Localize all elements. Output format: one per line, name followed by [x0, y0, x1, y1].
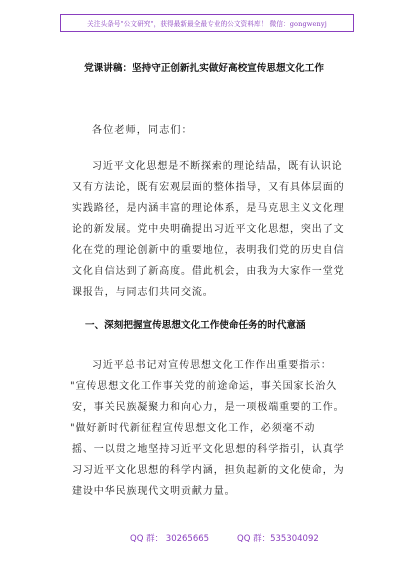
- paragraph-1-line: 实践路径，是内涵丰富的理论体系，是马克思主义文化理: [72, 203, 345, 214]
- paragraph-2-line: 习近平总书记对宣传思想文化工作作出重要指示：: [92, 360, 332, 371]
- paragraph-2-line: 建设中华民族现代文明贡献力量。: [72, 486, 236, 497]
- salutation: 各位老师，同志们：: [92, 125, 193, 136]
- promo-banner: [60, 14, 354, 32]
- paragraph-1-line: 化在党的理论创新中的重要地位，表明我们党的历史自信: [72, 245, 345, 256]
- paragraph-1-line: 论的新发展。党中央明确提出习近平文化思想，突出了文: [72, 224, 345, 235]
- paragraph-1-line: 又有方法论，既有宏观层面的整体指导，又有具体层面的: [72, 182, 345, 193]
- paragraph-2-line: 习习近平文化思想的科学内涵，担负起新的文化使命，为: [72, 465, 345, 476]
- paragraph-2-line: 安，事关民族凝聚力和向心力，是一项极端重要的工作。: [72, 402, 345, 413]
- footer-qq-group-1: QQ 群： 30265665: [130, 534, 210, 544]
- paragraph-1-line: 课报告，与同志们共同交流。: [72, 287, 214, 298]
- paragraph-2-line: "宣传思想文化工作事关党的前途命运，事关国家长治久: [70, 381, 338, 392]
- paragraph-2-line: "做好新时代新征程宣传思想文化工作，必须毫不动: [70, 423, 316, 434]
- document-title: 党课讲稿：坚持守正创新扎实做好高校宣传思想文化工作: [84, 63, 324, 74]
- section-heading: 一、深刻把握宣传思想文化工作使命任务的时代意涵: [85, 320, 306, 331]
- paragraph-2-line: 摇、一以贯之地坚持习近平文化思想的科学指引，认真学: [72, 444, 345, 455]
- paragraph-1-line: 文化自信达到了新高度。借此机会，由我为大家作一堂党: [72, 266, 345, 277]
- promo-banner-text: 关注头条号"公文研究"，获得最新最全最专业的公文资料库！ 微信：gongwenyj: [87, 20, 327, 28]
- footer-qq-group-2: QQ 群：535304092: [237, 534, 319, 544]
- paragraph-1-line: 习近平文化思想是不断探索的理论结晶，既有认识论: [92, 161, 343, 172]
